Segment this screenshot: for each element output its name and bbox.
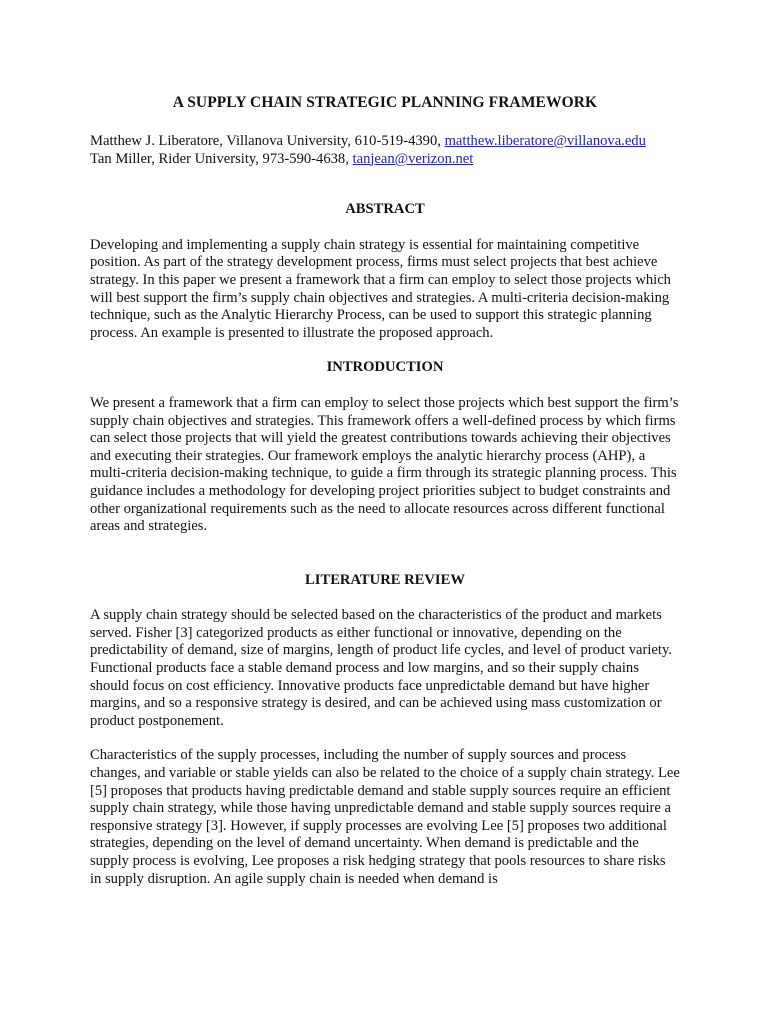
abstract-text: Developing and implementing a supply chain strategy is essential for maintaining competitive position. As part of the strategy development process, firms must select projects that best achieve strategy. In this paper we present a framework that a firm can employ to select those projects which will best support the firm’s supply chain objectives and strategies. A multi-criteria decision-making technique, such as the Analytic Hierarchy Process, can be used to support this strategic planning process. An example is presented to illustrate the proposed approach.: [90, 236, 671, 341]
author-line-1: [90, 133, 680, 151]
author-line-2: [90, 151, 680, 169]
author-1-email-link[interactable]: matthew.liberatore@villanova.edu: [444, 133, 646, 149]
literature-review-heading: LITERATURE REVIEW: [305, 571, 465, 588]
author-block: [90, 133, 680, 168]
paper-page: [90, 93, 680, 905]
author-2-info: Tan Miller, Rider University, 973-590-4638,: [90, 150, 353, 167]
literature-review-paragraph-1: A supply chain strategy should be selected based on the characteristics of the product and markets served. Fisher [3] categorized products as either functional or innovative, depending on the predictability of demand, size of margins, length of product life cycles, and level of product variety. Functional products face a stable demand process and low margins, and so their supply chains should focus on cost efficiency. Innovative products face unpredictable demand but have higher margins, and so a responsive strategy is desired, and can be achieved using mass customization or product postponement.: [90, 607, 672, 729]
author-2-email-link[interactable]: tanjean@verizon.net: [352, 150, 474, 167]
introduction-heading: INTRODUCTION: [326, 359, 444, 376]
literature-review-paragraph-2: Characteristics of the supply processes, including the number of supply sources and process changes, and variable or stable yields can also be related to the choice of a supply chain strategy. Lee [5] proposes that products having predictable demand and stable supply sources require an efficient supply chain strategy, while those having unpredictable demand and stable supply sources require a responsive strategy [3]. However, if supply processes are evolving Lee [5] proposes two additional strategies, depending on the level of demand uncertainty. When demand is predictable and the supply process is evolving, Lee proposes a risk hedging strategy that pools resources to share risks in supply disruption. An agile supply chain is needed when demand is: [90, 747, 680, 887]
author-1-info: Matthew J. Liberatore, Villanova University, 610-519-4390,: [90, 133, 445, 149]
introduction-text: We present a framework that a firm can employ to select those projects which best support the firm’s supply chain objectives and strategies. This framework offers a well-defined process by which firms can select those projects that will yield the greatest contributions towards achieving their objectives and executing their strategies. Our framework employs the analytic hierarchy process (AHP), a multi-criteria decision-making technique, to guide a firm through its strategic planning process. This guidance includes a methodology for developing project priorities subject to budget constraints and other organizational requirements such as the need to allocate resources across different functional areas and strategies.: [90, 394, 679, 535]
paper-title: A SUPPLY CHAIN STRATEGIC PLANNING FRAMEWORK: [172, 94, 598, 111]
abstract-heading: ABSTRACT: [345, 201, 425, 218]
